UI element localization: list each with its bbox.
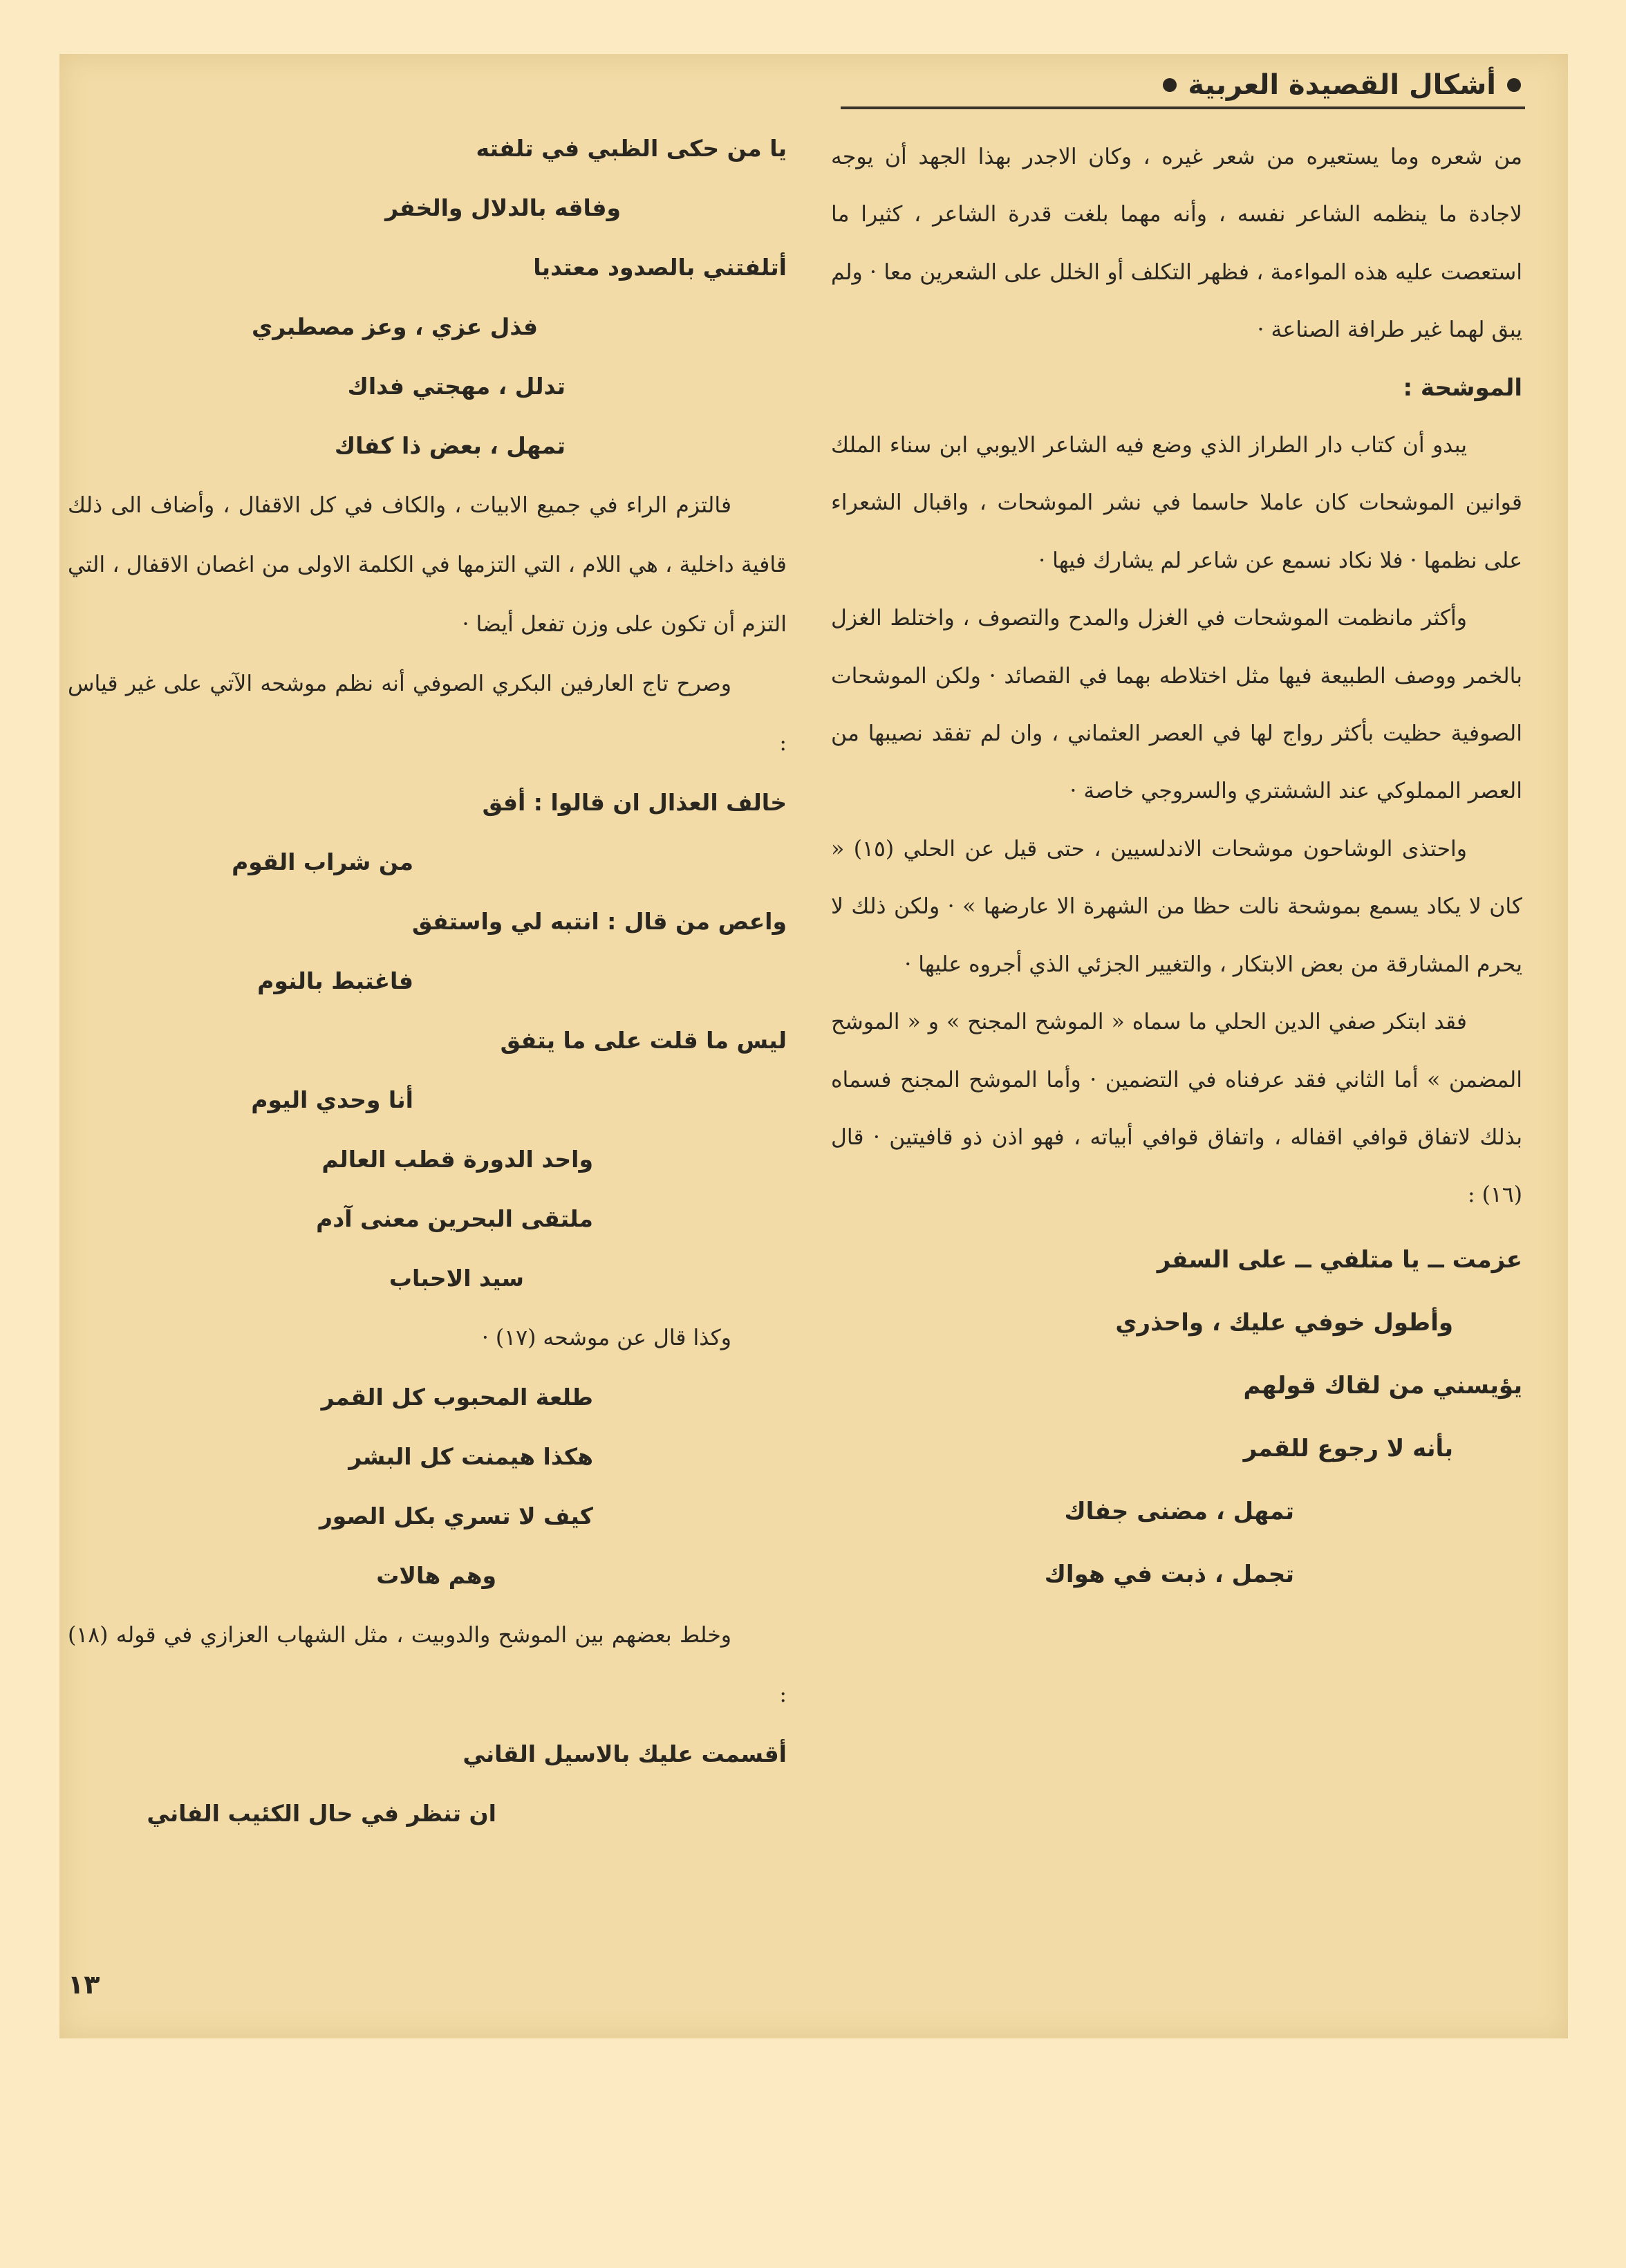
verse-block [831, 1229, 1522, 1606]
paragraph: وأكثر مانظمت الموشحات في الغزل والمدح والتصوف ، واختلط الغزل بالخمر ووصف الطبيعة فيها مثل اختلاطه بهما في القصائد · ولكن الموشحات الصوفية حظيت بأكثر رواج لها في العصر العثماني ، وان لم تفقد نصيبها من العصر المملوكي عند الششتري والسروجي خاصة · [831, 606, 1522, 804]
verse-line: هكذا هيمنت كل البشر [348, 1443, 593, 1470]
verse-line: وفاقه بالدلال والخفر [385, 194, 621, 221]
verse-line: خالف العذال ان قالوا : أفق [482, 789, 787, 816]
paragraph: واحتذى الوشاحون موشحات الاندلسيين ، حتى قيل عن الحلي (١٥) « كان لا يكاد يسمع بموشحة نالت حظا من الشهرة الا عارضها » · ولكن ذلك لا يحرم المشارقة من بعض الابتكار ، والتغيير الجزئي الذي أجروه عليها · [831, 836, 1522, 977]
verse-line: تمهل ، مضنى جفاك [1064, 1497, 1294, 1525]
verse-line: واحد الدورة قطب العالم [321, 1146, 593, 1173]
verse-line: فاغتبط بالنوم [257, 967, 413, 994]
verse-line: ان تنظر في حال الكئيب الفاني [147, 1800, 496, 1827]
paragraph: وصرح تاج العارفين البكري الصوفي أنه نظم موشحه الآتي على غير قياس : [68, 671, 787, 756]
verse-line: تمهل ، بعض ذا كفاك [334, 432, 566, 459]
verse-line: تدلل ، مهجتي فداك [347, 373, 566, 400]
paragraph: وخلط بعضهم بين الموشح والدوبيت ، مثل الشهاب العزازي في قوله (١٨) : [68, 1623, 787, 1707]
verse-line: وأطول خوفي عليك ، واحذري [1115, 1308, 1453, 1337]
paragraph: من شعره وما يستعيره من شعر غيره ، وكان الاجدر بهذا الجهد أن يوجه لاجادة ما ينظمه الشاعر نفسه ، وأنه مهما بلغت قدرة الشاعر ، كثيرا ما استعصت عليه هذه المواءمة ، فظهر التكلف أو الخلل على الشعرين معا · ولم يبق لهما غير طرافة الصناعة · [831, 145, 1522, 343]
verse-line: ملتقى البحرين معنى آدم [316, 1205, 593, 1232]
verse-line: سيد الاحباب [389, 1265, 524, 1292]
verse-line: واعص من قال : انتبه لي واستفق [412, 908, 787, 935]
verse-line: يؤيسني من لقاك قولهم [1243, 1371, 1522, 1400]
verse-line: يا من حكى الظبي في تلفته [476, 135, 787, 162]
verse-line: طلعة المحبوب كل القمر [321, 1384, 593, 1411]
paragraph: فالتزم الراء في جميع الابيات ، والكاف في كل الاقفال ، وأضاف الى ذلك قافية داخلية ، هي اللام ، التي التزمها في الكلمة الاولى من اغصان الاقفال ، التي التزم أن تكون على وزن تفعل أيضا · [68, 493, 787, 637]
paragraph: فقد ابتكر صفي الدين الحلي ما سماه « الموشح المجنح » و « الموشح المضمن » أما الثاني فقد عرفناه في التضمين · وأما الموشح المجنح فسماه بذلك لاتفاق قوافي اقفاله ، واتفاق قوافي أبياته ، فهو اذن ذو قافيتين · قال (١٦) : [831, 1010, 1522, 1208]
paragraph: يبدو أن كتاب دار الطراز الذي وضع فيه الشاعر الايوبي ابن سناء الملك قوانين الموشحات كان عاملا حاسما في نشر الموشحات ، واقبال الشعراء على نظمها · فلا نكاد نسمع عن شاعر لم يشارك فيها · [831, 433, 1522, 573]
right-column [831, 129, 1522, 1606]
page-number: ١٣ [68, 1969, 100, 2000]
bullet-icon [1163, 78, 1177, 92]
document-page [59, 54, 1568, 2038]
left-column [68, 119, 787, 1843]
verse-line: أنا وحدي اليوم [251, 1086, 413, 1113]
paragraph: وكذا قال عن موشحه (١٧) · [481, 1326, 731, 1350]
verse-line: فذل عزي ، وعز مصطبري [251, 313, 538, 340]
verse-line: عزمت ــ يا متلفي ــ على السفر [1157, 1245, 1522, 1274]
verse-line: بأنه لا رجوع للقمر [1243, 1434, 1453, 1462]
verse-line: أتلفتني بالصدود معتديا [533, 254, 787, 281]
section-heading: الموشحة : [1403, 373, 1522, 402]
verse-line: وهم هالات [376, 1562, 496, 1589]
header-title: أشكال القصيدة العربية [1188, 69, 1496, 101]
verse-line: من شراب القوم [232, 848, 413, 875]
verse-line: ليس ما قلت على ما يتفق [500, 1027, 787, 1054]
verse-line: أقسمت عليك بالاسيل القاني [462, 1740, 787, 1767]
running-header [841, 64, 1525, 109]
bullet-icon [1507, 78, 1521, 92]
verse-line: تجمل ، ذبت في هواك [1044, 1560, 1294, 1588]
verse-line: كيف لا تسري بكل الصور [319, 1503, 593, 1530]
